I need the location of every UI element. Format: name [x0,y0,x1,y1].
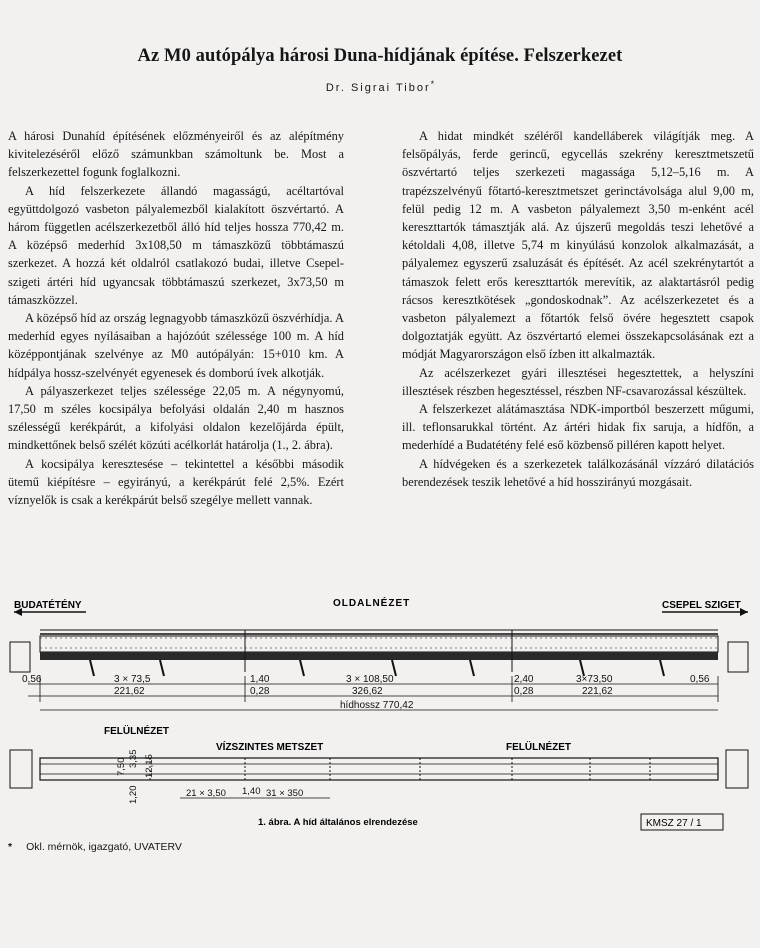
dim-v-1215: 12,15 [144,754,155,778]
paragraph: A hidat mindkét széléről kandelláberek világítják meg. A felsőpályás, ferde gerincű, egycellás szekrény keresztmetszetű öszvértartó teljes szerkezeti magassága 5,12–5,16 m. A trapézszelvényű főtartó-keresztmetszet gerinctávolsága alul 9,00 m, felül pedig 12 m. A vasbeton pályalemezt 3,50 m-enként acél kereszttartók támasztják alá. Az újszerű megoldás teszi lehetővé a kétoldali 4,08, illetve 5,74 m kinyúlású konzolok alkalmazását, a pályalemez egyszerű zsaluzását és építését. Az acél szekrénytartót a támaszok felett erős kereszttartók merevítik, az alaktartásról pedig rácsos keresztkötések „gondoskodnak”. Az acélszerkezetet és a vasbeton pályalemezt a főtartók felső övére hegesztett csapok dolgoztatják együtt. Az öszvértartó elemei összekapcsolásának ezt a módját Magyarországon első ízben itt alkalmazták. [402,129,754,362]
dim-v-335: 3,35 [128,749,139,768]
dim-3x10850: 3 × 108,50 [346,674,394,685]
paragraph: A középső híd az ország legnagyobb támaszközű öszvérhídja. A mederhíd egyes nyílásaiban a hajózóút szélessége 100 m. A híd középpontjának szelvénye az M0 autópályán: 15+010 km. A hídpálya hossz-szelvényét egyenesek és domború ívek alkotják. [8,311,344,380]
dim-v-750: 7,50 [116,757,127,776]
dim-140-plan: 1,40 [242,786,261,797]
label-side-view: OLDALNÉZET [333,598,411,609]
dim-056-right: 0,56 [690,674,710,685]
side-elevation [10,630,748,676]
right-column [402,127,754,491]
paragraph: A hídvégeken és a szerkezetek találkozásánál vízzáró dilatációs berendezések teszik lehetővé a híd hosszirányú mozgásait. [402,456,754,489]
author-footnote-mark: * [430,79,435,89]
paragraph: A felszerkezet alátámasztása NDK-importból beszerzett műgumi, ill. teflonsarukkal történt. Az ártéri hidak fix saruja, a hídfőn, a mederhídé a Budatétény felé eső közbenső pilléren kapott helyet. [402,402,754,453]
paragraph: A pályaszerkezet teljes szélessége 22,05 m. A négynyomú, 17,50 m széles kocsipálya befolyási oldalán 2,40 m hasznos szélességű kerékpárút, a kifolyási oldalon kezelőjárda épült, mindkettőnek belső szélét közúti acélkorlát határolja (1., 2. ábra). [8,383,344,453]
dim-140: 1,40 [250,674,270,685]
bridge-layout-figure [0,590,760,850]
figure-code: KMSZ 27 / 1 [646,818,702,829]
author-name: Dr. Sigrai Tibor* [325,79,435,94]
paragraph: A hárosi Dunahíd építésének előzményeiről és az alépítmény kivitelezéséről előző számunkban számoltunk be. Most a felszerkezettel fogunk foglalkozni. [8,129,344,180]
dim-21x350: 21 × 3,50 [186,788,226,799]
dim-32662: 326,62 [352,686,383,697]
dim-3x7350-right: 3×73,50 [576,674,613,685]
label-horizontal-section: VÍZSZINTES METSZET [216,742,324,753]
dim-056-left: 0,56 [22,674,42,685]
footnote: * Okl. mérnök, igazgató, UVATERV [8,841,182,853]
dim-028-right: 0,28 [514,686,534,697]
figure-caption: 1. ábra. A híd általános elrendezése [258,817,418,828]
dim-31x350: 31 × 350 [266,788,304,799]
left-column [8,127,344,509]
dim-v-120: 1,20 [128,785,139,804]
paragraph: Az acélszerkezet gyári illesztései hegesztettek, a helyszíni illesztések részben hegesztéssel, részben NF-csavarozással készültek. [402,365,754,398]
arrowhead-right [740,608,748,616]
label-csepel-sziget: CSEPEL SZIGET [662,600,741,611]
dim-22162-left: 221,62 [114,686,145,697]
dim-240: 2,40 [514,674,534,685]
paragraph: A híd felszerkezete állandó magasságú, acéltartóval együttdolgozó vasbeton pályalemezből kialakított öszvértartó. A három független acélszerkezetből álló híd teljes hossza 770,42 m. A középső mederhíd 3x108,50 m támaszközű többtámaszú szerkezet. A hozzá két oldalról csatlakozó budai, illetve Csepel-szigeti ártéri híd ugyancsak többtámaszú szerkezet, 3x73,50 m támaszközzel. [8,183,344,307]
article-title: Az M0 autópálya hárosi Duna-hídjának építése. Felszerkezet [137,46,623,66]
dim-total-length: hídhossz 770,42 [340,700,414,711]
label-budatetany: BUDATÉTÉNY [14,600,82,611]
side-dimensions [22,674,718,711]
paragraph: A kocsipálya keresztesése – tekintettel a későbbi második ütemű kiépítésre – egyirányú, a kerékpárút felé 2,5%. Ezért víznyelők is csak a kerékpárút belső szegélye mellett vannak. [8,456,344,508]
label-top-view-left: FELÜLNÉZET [104,726,169,737]
dim-3x735-left: 3 × 73,5 [114,674,151,685]
dim-028-left: 0,28 [250,686,270,697]
label-top-view-right: FELÜLNÉZET [506,742,571,753]
dim-22162-right: 221,62 [582,686,613,697]
